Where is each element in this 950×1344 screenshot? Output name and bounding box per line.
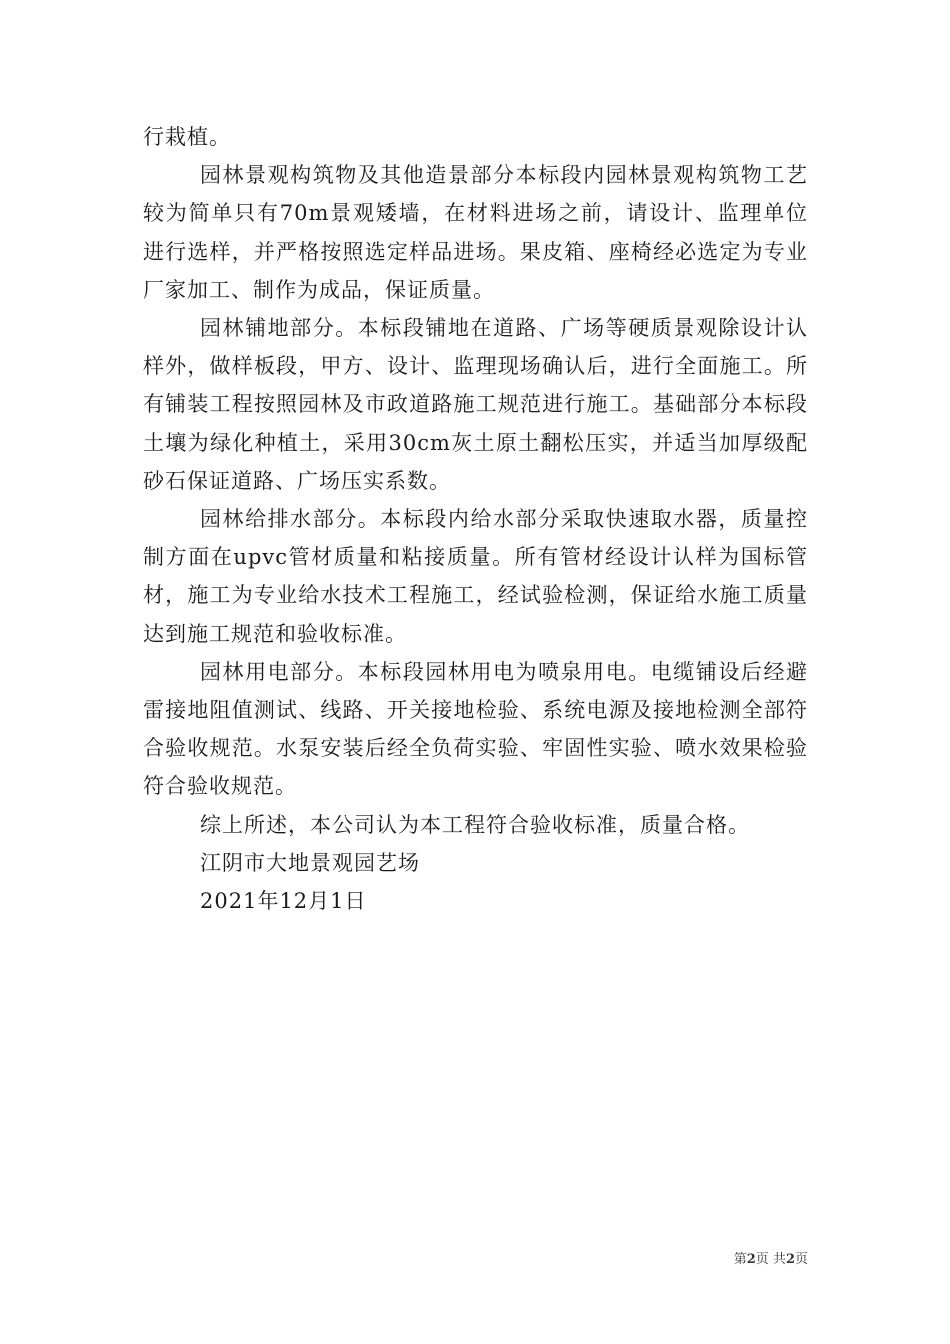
paragraph-landscape-structures: 园林景观构筑物及其他造景部分本标段内园林景观构筑物工艺较为简单只有70m景观矮墙，在材料进场之前，请设计、监理单位进行选样，并严格按照选定样品进场。果皮箱、座椅经必选定为专业厂家加工、制作为成品，保证质量。 (143, 163, 808, 302)
paragraph-paving: 园林铺地部分。本标段铺地在道路、广场等硬质景观除设计认样外，做样板段，甲方、设计、监理现场确认后，进行全面施工。所有铺装工程按照园林及市政道路施工规范进行施工。基础部分本标段土壤为绿化种植土，采用30cm灰土原土翻松压实，并适当加厚级配砂石保证道路、广场压实系数。 (143, 316, 808, 493)
paragraph-conclusion: 综上所述，本公司认为本工程符合验收标准，质量合格。 (200, 812, 750, 837)
page-number-footer (734, 1248, 808, 1267)
company-name: 江阴市大地景观园艺场 (200, 850, 420, 875)
document-date: 2021年12月1日 (200, 889, 367, 914)
footer-middle: 页 共 (755, 1252, 786, 1267)
paragraph-continuation: 行栽植。 (143, 125, 231, 149)
footer-total-pages: 2 (785, 1252, 795, 1267)
paragraph-electrical: 园林用电部分。本标段园林用电为喷泉用电。电缆铺设后经避雷接地阻值测试、线路、开关接地检验、系统电源及接地检测全部符合验收规范。水泵安装后经全负荷实验、牢固性实验、喷水效果检验符合验收规范。 (143, 659, 808, 799)
footer-suffix: 页 (794, 1252, 808, 1267)
paragraph-water-supply: 园林给排水部分。本标段内给水部分采取快速取水器，质量控制方面在upvc管材质量和粘接质量。所有管材经设计认样为国标管材，施工为专业给水技术工程施工，经试验检测，保证给水施工质量达到施工规范和验收标准。 (143, 507, 808, 646)
footer-prefix: 第 (733, 1252, 747, 1267)
footer-page-number: 2 (746, 1252, 756, 1267)
document-body (143, 118, 808, 920)
